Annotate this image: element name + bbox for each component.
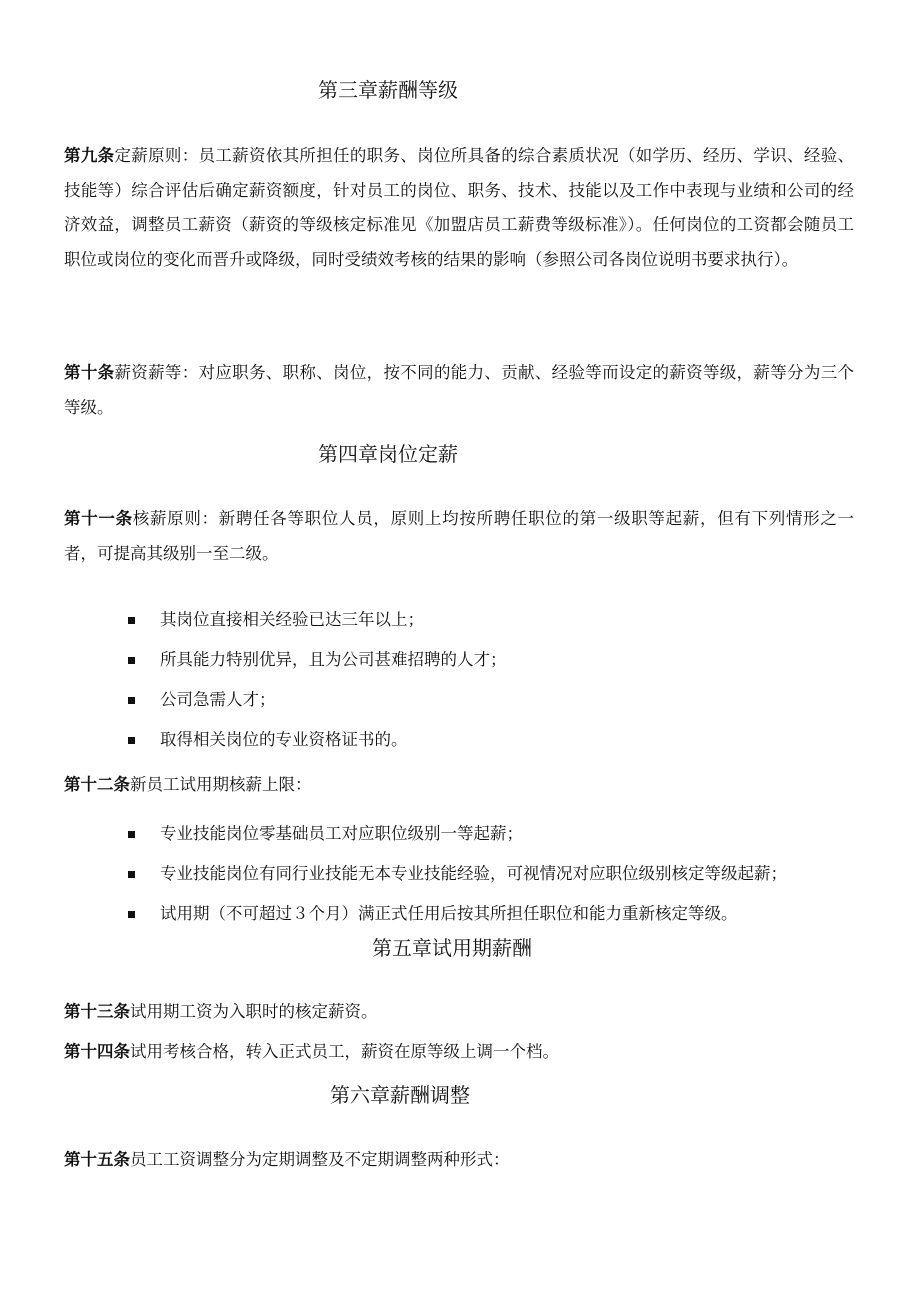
article-12	[64, 773, 854, 797]
article-15-text: 员工工资调整分为定期调整及不定期调整两种形式：	[130, 1150, 510, 1169]
article-10-label: 第十条	[64, 363, 115, 382]
article-11-text: 核薪原则：新聘任各等职位人员，原则上均按所聘任职位的第一级职等起薪，但有下列情形之一者，可提高其级别一至二级。	[64, 509, 855, 563]
list-item	[128, 648, 507, 688]
list-item	[128, 862, 787, 902]
article-9-text: 定薪原则：员工薪资依其所担任的职务、岗位所具备的综合素质状况（如学历、经历、学识、经验、技能等）综合评估后确定薪资额度，针对员工的岗位、职务、技术、技能以及工作中表现与业绩和公司的经济效益，调整员工薪资（薪资的等级核定标准见《加盟店员工薪费等级标准》）。任何岗位的工资都会随员工职位或岗位的变化而晋升或降级，同时受绩效考核的结果的影响（参照公司各岗位说明书要求执行）。	[64, 146, 855, 269]
list-item-text: 所具能力特别优异，且为公司甚难招聘的人才；	[160, 650, 507, 669]
article-9	[64, 139, 854, 277]
article-14-text: 试用考核合格，转入正式员工，薪资在原等级上调一个档。	[130, 1042, 559, 1061]
article-11-label: 第十一条	[64, 509, 133, 528]
article-14-label: 第十四条	[64, 1042, 130, 1061]
list-item-text: 试用期（不可超过３个月）满正式任用后按其所担任职位和能力重新核定等级。	[160, 904, 738, 923]
article-11	[64, 502, 854, 571]
article-15	[64, 1148, 854, 1172]
chapter-4-title: 第四章岗位定薪	[318, 442, 458, 466]
chapter-6-title: 第六章薪酬调整	[330, 1083, 470, 1107]
square-bullet-icon	[128, 831, 135, 838]
chapter-3-title: 第三章薪酬等级	[318, 78, 458, 102]
list-item-text: 公司急需人才；	[160, 690, 276, 709]
article-12-label: 第十二条	[64, 775, 130, 794]
article-12-list	[128, 822, 787, 942]
square-bullet-icon	[128, 657, 135, 664]
article-10	[64, 356, 854, 425]
article-14	[64, 1040, 854, 1064]
square-bullet-icon	[128, 737, 135, 744]
article-13-label: 第十三条	[64, 1002, 130, 1021]
square-bullet-icon	[128, 617, 135, 624]
list-item-text: 取得相关岗位的专业资格证书的。	[160, 730, 408, 749]
square-bullet-icon	[128, 911, 135, 918]
list-item	[128, 822, 787, 862]
list-item	[128, 688, 507, 728]
article-13-text: 试用期工资为入职时的核定薪资。	[130, 1002, 378, 1021]
article-11-list	[128, 608, 507, 768]
article-10-text: 薪资薪等：对应职务、职称、岗位，按不同的能力、贡献、经验等而设定的薪资等级，薪等分为三个等级。	[64, 363, 855, 417]
list-item	[128, 608, 507, 648]
list-item	[128, 728, 507, 768]
list-item-text: 专业技能岗位零基础员工对应职位级别一等起薪；	[160, 824, 523, 843]
article-12-text: 新员工试用期核薪上限：	[130, 775, 312, 794]
article-9-label: 第九条	[64, 146, 115, 165]
list-item-text: 其岗位直接相关经验已达三年以上；	[160, 610, 424, 629]
square-bullet-icon	[128, 871, 135, 878]
article-15-label: 第十五条	[64, 1150, 130, 1169]
square-bullet-icon	[128, 697, 135, 704]
list-item-text: 专业技能岗位有同行业技能无本专业技能经验，可视情况对应职位级别核定等级起薪；	[160, 864, 787, 883]
article-13	[64, 1000, 854, 1024]
chapter-5-title: 第五章试用期薪酬	[372, 936, 532, 960]
